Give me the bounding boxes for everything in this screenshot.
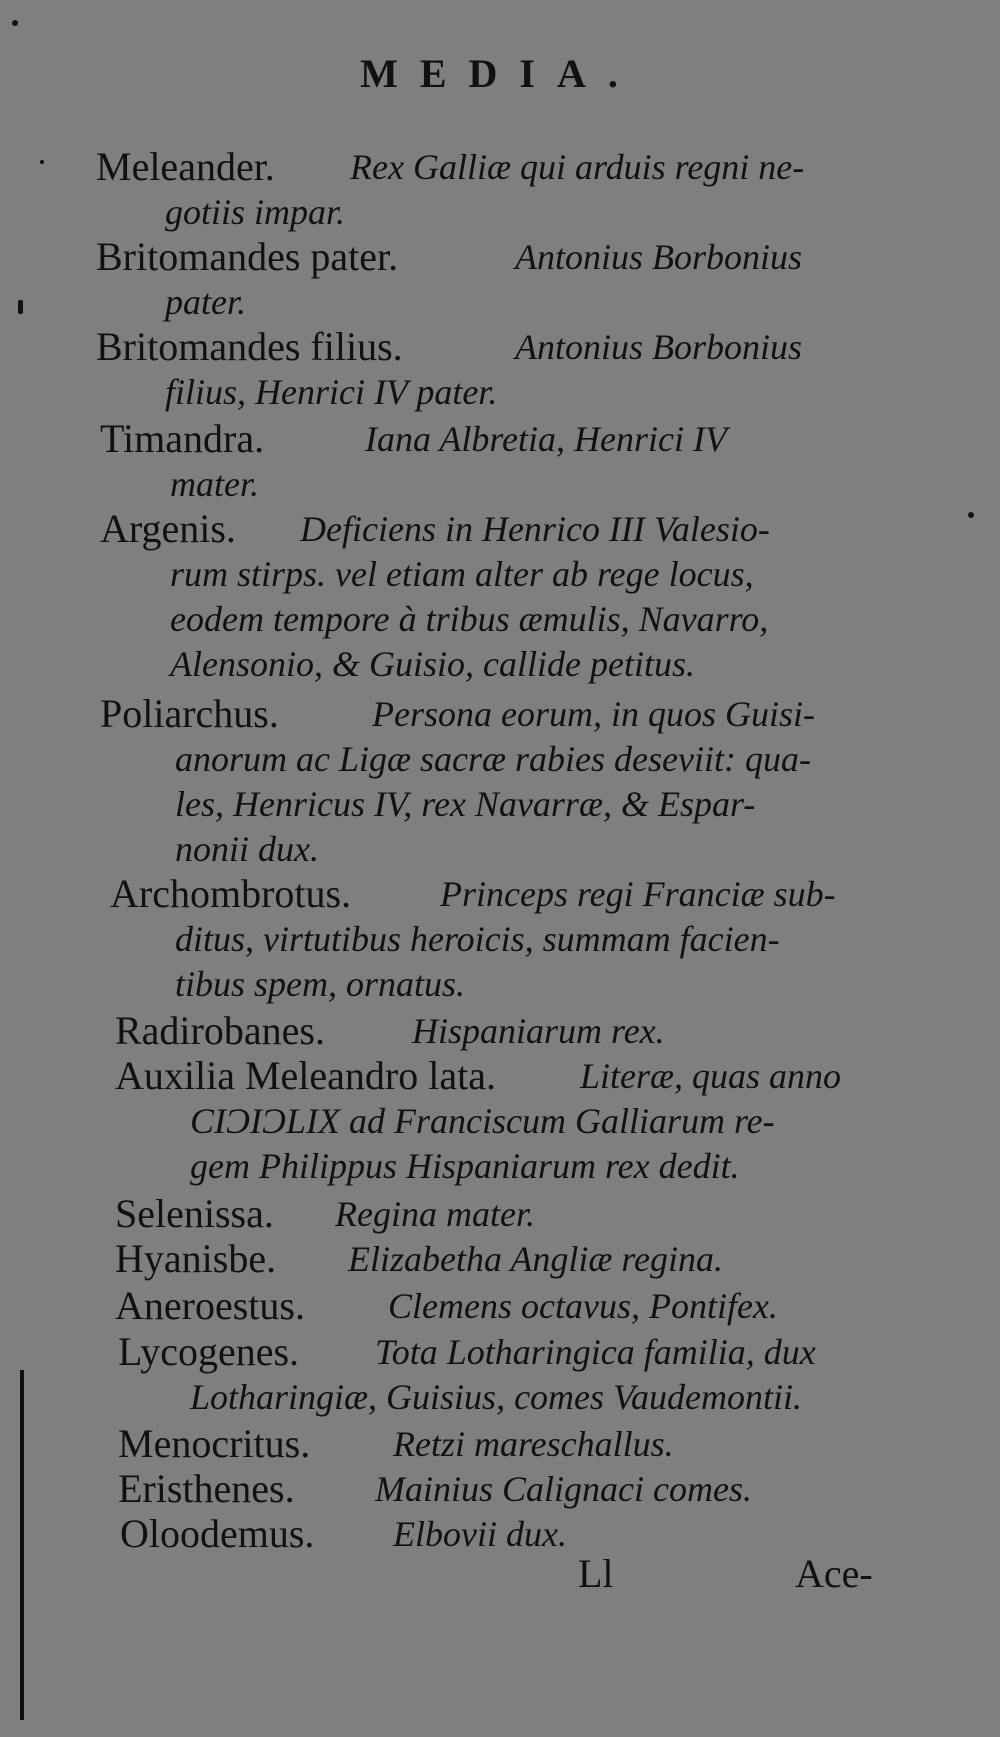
entry-description-line: CIƆIƆLIX ad Franciscum Galliarum re- <box>190 1101 775 1141</box>
entry-description-line: Antonius Borbonius <box>515 327 803 367</box>
signature-mark: Ll <box>578 1551 614 1596</box>
entry-description-line: filius, Henrici IV pater. <box>165 372 498 412</box>
entry-description-line: Hispaniarum rex. <box>412 1011 665 1051</box>
entry-description-line: Persona eorum, in quos Guisi- <box>372 694 815 734</box>
entry-description-line: Iana Albretia, Henrici IV <box>365 419 727 459</box>
entry-name: Auxilia Meleandro lata. <box>115 1053 496 1098</box>
entry-name: Argenis. <box>100 506 236 551</box>
scan-speck <box>18 300 23 314</box>
entry-description-line: Clemens octavus, Pontifex. <box>388 1286 778 1326</box>
entry-description-line: Regina mater. <box>335 1194 535 1234</box>
entry-description-line: mater. <box>170 464 259 504</box>
entry-name: Timandra. <box>100 416 265 461</box>
entry-description-line: Deficiens in Henrico III Valesio- <box>300 509 770 549</box>
entry-name: Archombrotus. <box>110 871 352 916</box>
entry-name: Eristhenes. <box>118 1466 295 1511</box>
entry-description-line: Alensonio, & Guisio, callide petitus. <box>170 644 695 684</box>
page-title: MEDIA. <box>360 51 640 96</box>
scan-speck <box>968 512 974 518</box>
entry-description-line: eodem tempore à tribus æmulis, Navarro, <box>170 599 769 639</box>
entry-description-line: anorum ac Ligæ sacræ rabies deseviit: qua- <box>175 739 811 779</box>
entry-description-line: pater. <box>165 282 246 322</box>
entry-description-line: Mainius Calignaci comes. <box>375 1469 752 1509</box>
entry-name: Oloodemus. <box>120 1511 315 1556</box>
catchword: Ace- <box>795 1551 873 1596</box>
entry-description-line: tibus spem, ornatus. <box>175 964 466 1004</box>
entry-name: Radirobanes. <box>115 1008 325 1053</box>
scan-speck <box>12 20 18 26</box>
scan-speck <box>40 160 44 164</box>
entry-description-line: gem Philippus Hispaniarum rex dedit. <box>190 1146 740 1186</box>
entry-description-line: Tota Lotharingica familia, dux <box>375 1332 816 1372</box>
entry-description-line: Literæ, quas anno <box>580 1056 842 1096</box>
entry-name: Lycogenes. <box>118 1329 300 1374</box>
margin-rule <box>20 1370 24 1720</box>
entry-description-line: gotiis impar. <box>165 192 346 232</box>
entry-description-line: Antonius Borbonius <box>515 237 803 277</box>
entry-name: Aneroestus. <box>115 1283 305 1328</box>
entry-description-line: Retzi mareschallus. <box>393 1424 674 1464</box>
entry-name: Meleander. <box>96 144 275 189</box>
entry-name: Britomandes filius. <box>96 324 403 369</box>
entry-name: Poliarchus. <box>100 691 279 736</box>
entry-name: Hyanisbe. <box>115 1236 277 1281</box>
entry-description-line: Princeps regi Franciæ sub- <box>440 874 836 914</box>
entry-description-line: Lotharingiæ, Guisius, comes Vaudemontii. <box>190 1377 803 1417</box>
entry-description-line: Rex Galliæ qui arduis regni ne- <box>350 147 805 187</box>
entry-description-line: Elbovii dux. <box>393 1514 567 1554</box>
entry-description-line: nonii dux. <box>175 829 319 869</box>
entry-name: Britomandes pater. <box>96 234 399 279</box>
entry-name: Selenissa. <box>115 1191 274 1236</box>
entry-name: Menocritus. <box>118 1421 311 1466</box>
entry-description-line: ditus, virtutibus heroicis, summam facien- <box>175 919 780 959</box>
entry-description-line: Elizabetha Angliæ regina. <box>348 1239 723 1279</box>
entry-description-line: rum stirps. vel etiam alter ab rege locus, <box>170 554 754 594</box>
entry-description-line: les, Henricus IV, rex Navarræ, & Espar- <box>175 784 756 824</box>
